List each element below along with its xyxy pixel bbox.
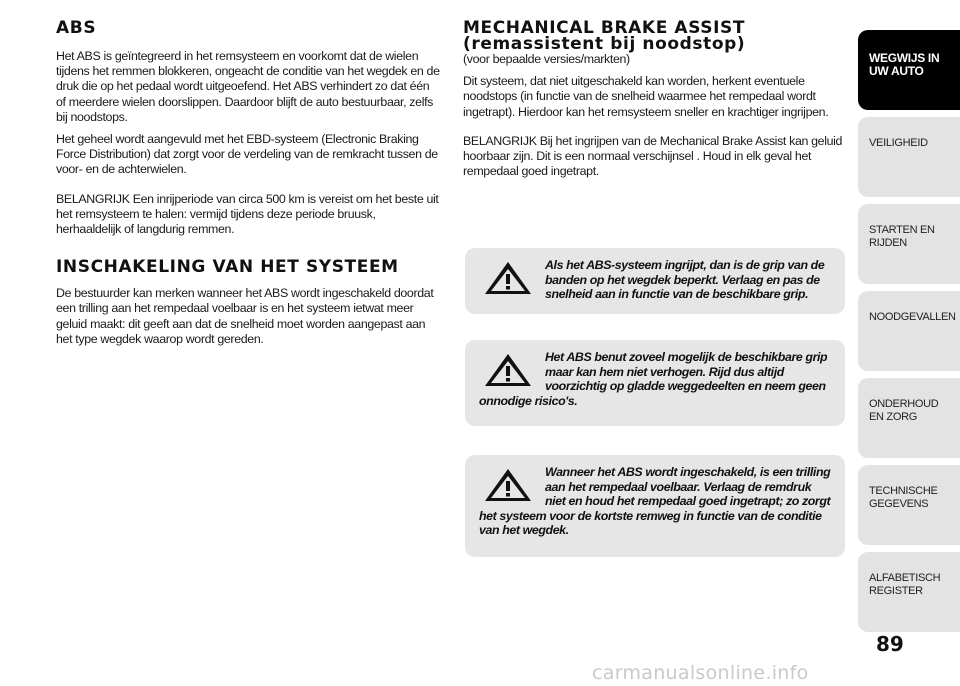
warning-text-1: Als het ABS-systeem ingrijpt, dan is de grip van de banden op het wegdek beperkt. Verlaag en pas de snelheid aan in functie van de beschikbare grip.	[545, 258, 825, 302]
abs-paragraph-2: Het geheel wordt aangevuld met het EBD-systeem (Electronic Braking Force Distribution) dat zorgt voor de verdeling van de remkracht tussen de voor- en de achterwielen.	[56, 132, 438, 177]
brake-assist-heading	[463, 20, 848, 52]
brake-assist-paragraph-1: Dit systeem, dat niet uitgeschakeld kan worden, herkent eventuele noodstops (in functie van de snelheid waarmee het rempedaal wordt ingetrapt). Hierdoor kan het remsysteem sneller en krachtiger ingrijpen.	[463, 74, 829, 119]
brake-assist-heading-line2: (remassistent bij noodstop)	[463, 34, 746, 54]
abs-paragraph-1: Het ABS is geïntegreerd in het remsysteem en voorkomt dat de wielen tijdens het remmen blokkeren, ongeacht de conditie van het wegdek en de druk die op het pedaal wordt uitgeoefend. Het ABS verhindert zo dat één of meerdere wielen doorslippen. Daardoor blijft de auto bestuurbaar, zelfs bij noodstops.	[56, 49, 440, 124]
warning-triangle-icon	[481, 352, 535, 388]
activation-heading: INSCHAKELING VAN HET SYSTEEM	[56, 257, 399, 278]
brake-assist-heading-line1: MECHANICAL BRAKE ASSIST	[463, 18, 746, 38]
tab-alfabetisch-register[interactable]: ALFABETISCH REGISTER	[858, 552, 960, 632]
tab-wegwijs[interactable]: WEGWIJS IN UW AUTO	[858, 30, 960, 110]
warning-text-2: Het ABS benut zoveel mogelijk de beschikbare grip maar kan hem niet verhogen. Rijd dus altijd voorzichtig op gladde weggedeelten en neem geen onnodige risico's.	[479, 350, 828, 408]
warning-text-3: Wanneer het ABS wordt ingeschakeld, is een trilling aan het rempedaal voelbaar. Verlaag de remdruk niet en houd het rempedaal goed ingetrapt; zo zorgt het systeem voor de kortste remweg in functie van de conditie van het wegdek.	[479, 465, 831, 538]
chapter-tabs	[858, 30, 960, 639]
warning-box-3	[465, 455, 845, 557]
page-number: 89	[876, 632, 904, 656]
tab-noodgevallen[interactable]: NOODGEVALLEN	[858, 291, 960, 371]
left-column	[56, 20, 440, 354]
tab-starten-en-rijden[interactable]: STARTEN EN RIJDEN	[858, 204, 960, 284]
tab-onderhoud-en-zorg[interactable]: ONDERHOUD EN ZORG	[858, 378, 960, 458]
warning-box-1	[465, 248, 845, 314]
warning-triangle-icon	[481, 260, 535, 296]
brake-assist-subtitle: (voor bepaalde versies/markten)	[463, 52, 630, 66]
warning-box-2	[465, 340, 845, 426]
abs-paragraph-important: BELANGRIJK Een inrijperiode van circa 500 km is vereist om het beste uit het remsysteem te halen: vermijd tijdens deze periode bruusk, herhaaldelijk of langdurig remmen.	[56, 191, 439, 237]
right-column	[463, 20, 848, 186]
abs-heading: ABS	[56, 18, 97, 38]
tab-veiligheid[interactable]: VEILIGHEID	[858, 117, 960, 197]
warning-triangle-icon	[481, 467, 535, 503]
brake-assist-paragraph-important: BELANGRIJK Bij het ingrijpen van de Mechanical Brake Assist kan geluid hoorbaar zijn. Dit is een normaal verschijnsel . Houd in elk geval het rempedaal goed ingetrapt.	[463, 133, 843, 179]
watermark: carmanualsonline.info	[592, 662, 809, 684]
activation-paragraph: De bestuurder kan merken wanneer het ABS wordt ingeschakeld doordat een trilling aan het rempedaal voelbaar is en het systeem ietwat meer geluid maakt: dit geeft aan dat de snelheid moet worden aangepast aan het type wegdek waarop wordt gereden.	[56, 286, 434, 346]
tab-technische-gegevens[interactable]: TECHNISCHE GEGEVENS	[858, 465, 960, 545]
